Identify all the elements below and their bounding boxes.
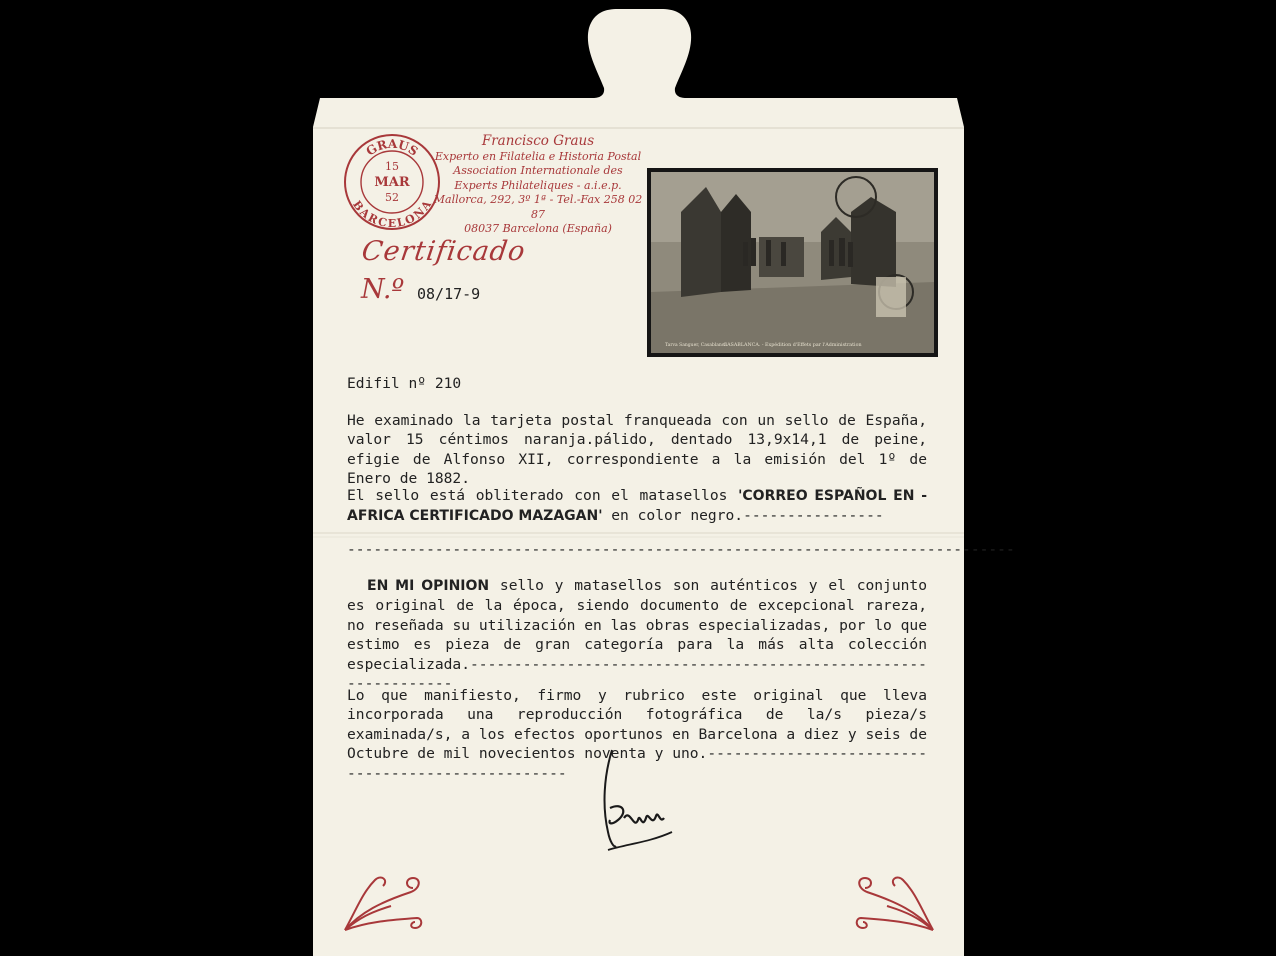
- postcard-publisher: Tarva Sanguer, Casablanca: [665, 343, 727, 348]
- dash-line: ----------------------------------------------------------------------------: [347, 541, 1015, 558]
- postcard-scene: [651, 172, 934, 353]
- expert-name: Francisco Graus: [481, 133, 595, 149]
- certificate-title: Certificado: [359, 236, 528, 267]
- opinion-heading: EN MI OPINION: [367, 578, 490, 594]
- cancellation-text-end: en color negro.----------------: [602, 507, 884, 525]
- graus-seal-stamp: [342, 132, 442, 232]
- letterhead-line: Association Internationale des: [453, 164, 623, 178]
- letterhead: [433, 133, 643, 236]
- opinion-text: sello y matasellos son auténticos y el conjunto es original de la época, siendo documento de excepcional rareza, no reseñada su utilización en las obras especializadas, por lo que estimo es pieza de gran categoría para la más alta colección especializada.----------------------------------------------------------------: [347, 577, 927, 693]
- handwritten-signature: [598, 746, 678, 858]
- letterhead-line: 08037 Barcelona (España): [464, 222, 612, 236]
- seal-top-text: GRAUS: [363, 136, 421, 159]
- left-corner-ornament: [341, 872, 425, 934]
- cancellation-text: El sello está obliterado con el matasellos: [347, 487, 739, 504]
- edifil-number: Edifil nº 210: [347, 375, 462, 392]
- postcard-caption: CASABLANCA. - Expédition d'Effets par l'Administration: [723, 343, 862, 348]
- right-corner-ornament: [853, 872, 937, 934]
- certificate-sheet: [313, 0, 1015, 956]
- seal-bottom-text: BARCELONA: [350, 198, 434, 231]
- declaration-paragraph: Lo que manifiesto, firmo y rubrico este original que lleva incorporada una reproducción fotográfica de la/s pieza/s examinada/s, a los efectos oportunos en Barcelona a diez y seis de Octubre de mil novecientos noventa y uno.--------------------------------------------------: [347, 687, 927, 782]
- certificate-number-label: N.º: [361, 274, 405, 305]
- letterhead-line: Experts Philateliques - a.i.e.p.: [454, 178, 622, 192]
- letterhead-line: Mallorca, 292, 3º 1ª - Tel.-Fax 258 02 87: [433, 193, 643, 221]
- postcard-photo: [647, 168, 938, 357]
- cancellation-paragraph: [347, 486, 927, 527]
- seal-month: MAR: [374, 175, 410, 190]
- description-paragraph: He examinado la tarjeta postal franqueada con un sello de España, valor 15 céntimos naranja.pálido, dentado 13,9x14,1 de peine, efigie de Alfonso XII, correspondiente a la emisión del 1º de Enero de 1882.: [347, 412, 927, 488]
- cancellation-postmark: 'CORREO ESPAÑOL EN - AFRICA CERTIFICADO MAZAGAN': [347, 488, 928, 525]
- seal-day: 15: [385, 160, 399, 173]
- seal-year: 52: [385, 191, 399, 204]
- certificate-number: 08/17-9: [417, 285, 481, 303]
- opinion-paragraph: [347, 576, 927, 693]
- letterhead-line: Experto en Filatelia e Historia Postal: [434, 150, 642, 163]
